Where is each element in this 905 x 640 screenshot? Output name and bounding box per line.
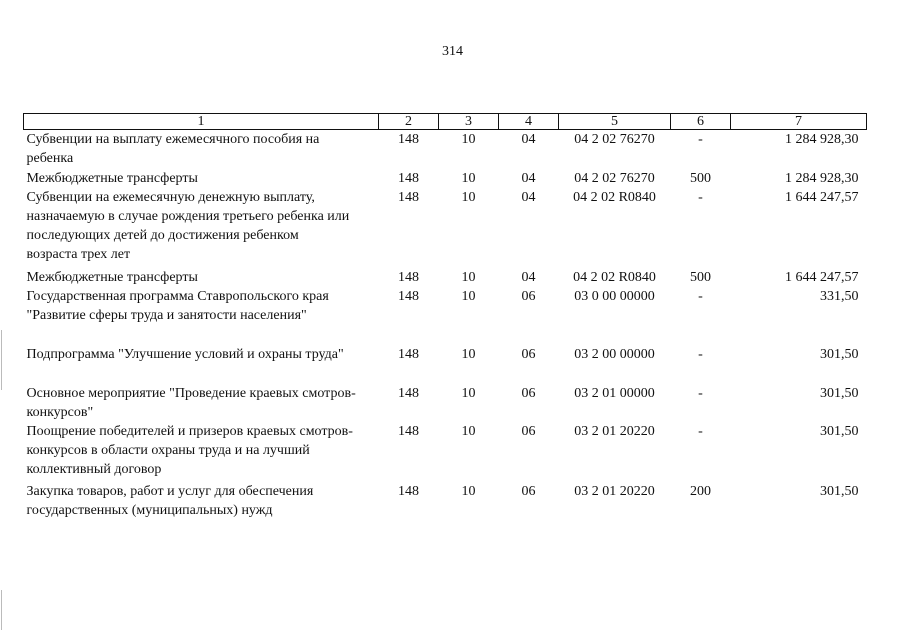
page-number: 314 [442, 44, 463, 59]
column-header: 2 [379, 114, 439, 130]
ministry-code: 148 [398, 132, 419, 147]
target-article-code: 04 2 02 R0840 [573, 270, 656, 285]
table-row [24, 325, 867, 364]
expense-type-code: - [698, 132, 703, 147]
expense-type-code: - [698, 386, 703, 401]
row-name-line: Основное мероприятие "Проведение краевых смотров- [26, 386, 356, 401]
section-code: 10 [461, 270, 476, 285]
table-row [24, 169, 867, 188]
subsection-code: 04 [521, 270, 536, 285]
row-name [24, 188, 379, 264]
row-name-line: Подпрограмма "Улучшение условий и охраны труда" [26, 347, 344, 362]
amount: 301,50 [820, 347, 859, 362]
row-name [24, 364, 379, 422]
row-name-line: ребенка [26, 151, 74, 166]
amount: 301,50 [820, 424, 859, 439]
expense-type-code: 500 [690, 171, 711, 186]
row-name [24, 287, 379, 325]
ministry-code: 148 [398, 289, 419, 304]
target-article-code: 03 0 00 00000 [574, 289, 655, 304]
target-article-code: 03 2 00 00000 [574, 347, 655, 362]
expense-type-code: 500 [690, 270, 711, 285]
amount: 301,50 [820, 386, 859, 401]
expense-type-code: - [698, 289, 703, 304]
row-name [24, 264, 379, 287]
subsection-code: 04 [521, 132, 536, 147]
column-header: 3 [439, 114, 499, 130]
ministry-code: 148 [398, 386, 419, 401]
section-code: 10 [461, 347, 476, 362]
section-code: 10 [461, 484, 476, 499]
row-name [24, 422, 379, 479]
amount: 331,50 [820, 289, 859, 304]
scan-edge-mark [1, 330, 2, 390]
subsection-code: 06 [521, 347, 536, 362]
row-name-line: Субвенции на ежемесячную денежную выплату, [26, 190, 315, 205]
row-name-line: Субвенции на выплату ежемесячного пособия на [26, 132, 320, 147]
row-name-line: конкурсов в области охраны труда и на лучший [26, 443, 310, 458]
row-name-line: государственных (муниципальных) нужд [26, 503, 273, 518]
ministry-code: 148 [398, 270, 419, 285]
target-article-code: 03 2 01 20220 [574, 424, 655, 439]
row-name-line: "Развитие сферы труда и занятости населения" [26, 308, 307, 323]
row-name-line: коллективный договор [26, 462, 162, 477]
table-row [24, 422, 867, 479]
row-name [24, 169, 379, 188]
column-header: 4 [499, 114, 559, 130]
column-header: 7 [731, 114, 867, 130]
expense-type-code: - [698, 347, 703, 362]
subsection-code: 04 [521, 190, 536, 205]
row-name [24, 325, 379, 364]
table-row [24, 130, 867, 169]
section-code: 10 [461, 386, 476, 401]
amount: 1 644 247,57 [785, 190, 859, 205]
row-name-line: Поощрение победителей и призеров краевых смотров- [26, 424, 353, 439]
expense-type-code: 200 [690, 484, 711, 499]
amount: 1 644 247,57 [785, 270, 859, 285]
table-row [24, 287, 867, 325]
row-name-line: возраста трех лет [26, 247, 131, 262]
ministry-code: 148 [398, 347, 419, 362]
table-row [24, 364, 867, 422]
target-article-code: 04 2 02 76270 [574, 171, 655, 186]
section-code: 10 [461, 171, 476, 186]
row-name-line: последующих детей до достижения ребенком [26, 228, 299, 243]
row-name-line: назначаемую в случае рождения третьего ребенка или [26, 209, 350, 224]
row-name [24, 479, 379, 520]
target-article-code: 03 2 01 20220 [574, 484, 655, 499]
table-row [24, 479, 867, 520]
column-header: 5 [559, 114, 671, 130]
subsection-code: 06 [521, 484, 536, 499]
subsection-code: 04 [521, 171, 536, 186]
row-name-line: Межбюджетные трансферты [26, 270, 198, 285]
expense-type-code: - [698, 190, 703, 205]
amount: 1 284 928,30 [785, 132, 859, 147]
ministry-code: 148 [398, 484, 419, 499]
section-code: 10 [461, 190, 476, 205]
table-row [24, 188, 867, 264]
row-name [24, 130, 379, 169]
subsection-code: 06 [521, 386, 536, 401]
scan-edge-mark [1, 590, 2, 630]
ministry-code: 148 [398, 171, 419, 186]
row-name-line: Государственная программа Ставропольского края [26, 289, 329, 304]
subsection-code: 06 [521, 424, 536, 439]
section-code: 10 [461, 424, 476, 439]
amount: 1 284 928,30 [785, 171, 859, 186]
target-article-code: 04 2 02 76270 [574, 132, 655, 147]
expense-type-code: - [698, 424, 703, 439]
row-name-line: Межбюджетные трансферты [26, 171, 198, 186]
ministry-code: 148 [398, 190, 419, 205]
table-row [24, 264, 867, 287]
target-article-code: 03 2 01 00000 [574, 386, 655, 401]
budget-table [23, 113, 867, 520]
row-name-line: конкурсов" [26, 405, 94, 420]
target-article-code: 04 2 02 R0840 [573, 190, 656, 205]
amount: 301,50 [820, 484, 859, 499]
column-header: 6 [671, 114, 731, 130]
section-code: 10 [461, 132, 476, 147]
subsection-code: 06 [521, 289, 536, 304]
ministry-code: 148 [398, 424, 419, 439]
header-row [24, 114, 867, 130]
row-name-line: Закупка товаров, работ и услуг для обеспечения [26, 484, 314, 499]
column-header: 1 [24, 114, 379, 130]
section-code: 10 [461, 289, 476, 304]
